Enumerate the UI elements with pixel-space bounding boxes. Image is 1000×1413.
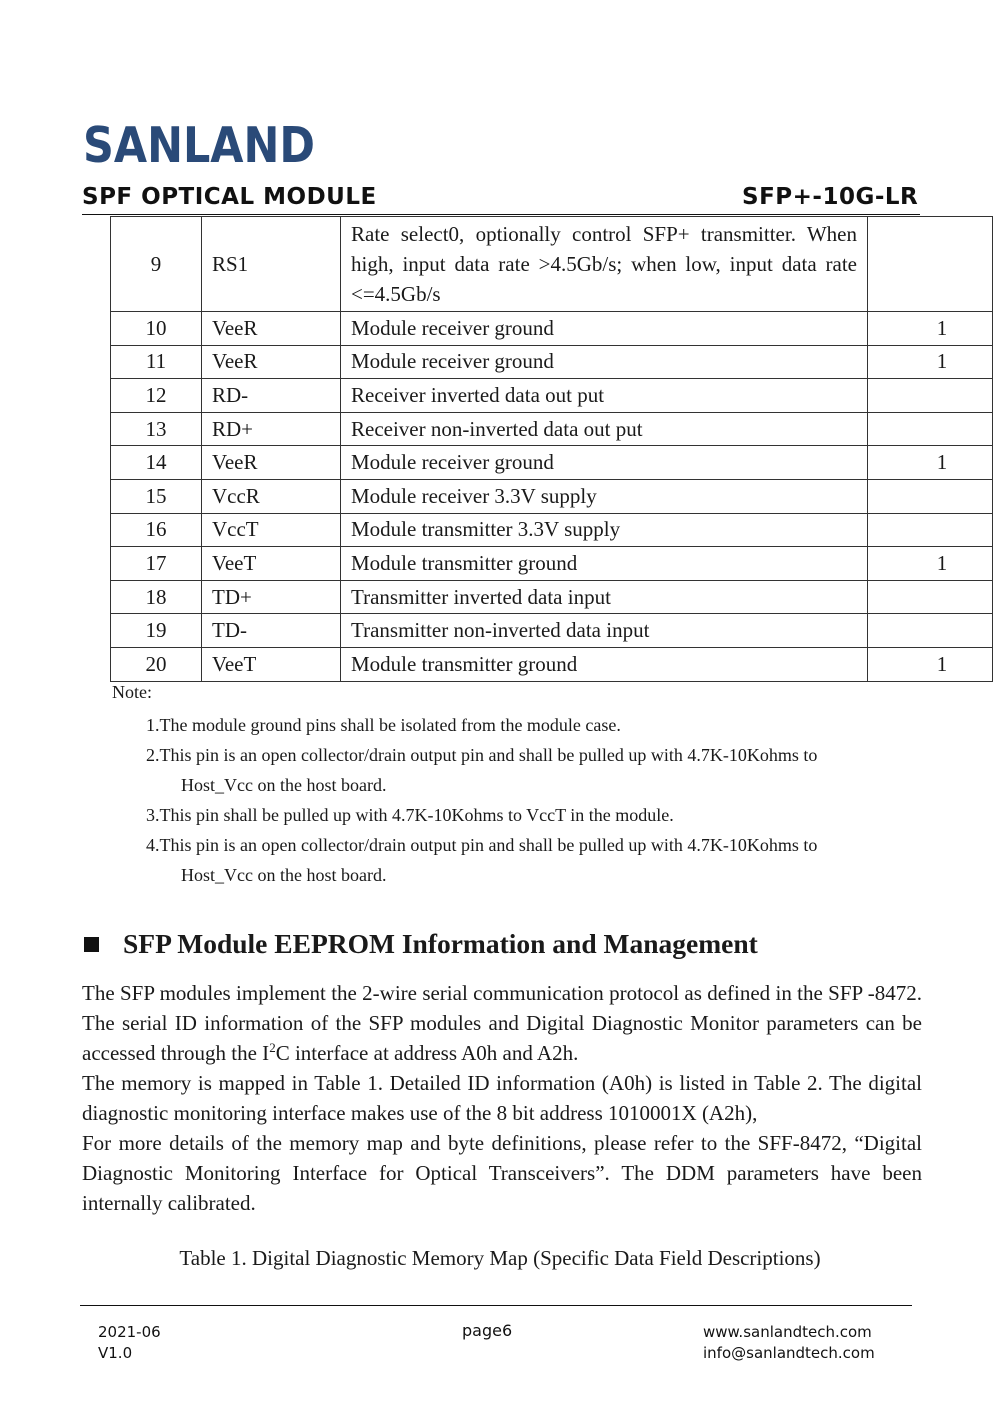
table-row (111, 217, 993, 312)
table-row (111, 513, 993, 547)
pin-description-cell: Module receiver ground (341, 446, 868, 480)
pin-description-cell: Transmitter inverted data input (341, 580, 868, 614)
note-continuation: Host_Vcc on the host board. (181, 775, 387, 795)
note-text: This pin is an open collector/drain output pin and shall be pulled up with 4.7K-10Kohms to (159, 835, 818, 855)
section-title: SFP Module EEPROM Information and Management (123, 928, 758, 959)
pin-name-cell: RD+ (202, 412, 341, 446)
pin-name-cell: VeeR (202, 312, 341, 346)
note-text: This pin shall be pulled up with 4.7K-10Kohms to VccT in the module. (159, 805, 674, 825)
notes-title: Note: (112, 682, 152, 702)
note-continuation: Host_Vcc on the host board. (181, 865, 387, 885)
pin-name-cell: RS1 (202, 217, 341, 312)
pin-number-cell: 12 (111, 379, 202, 413)
note-text: The module ground pins shall be isolated from the module case. (159, 715, 621, 735)
footer-right (703, 1322, 875, 1364)
footer-website: www.sanlandtech.com (703, 1323, 872, 1341)
pin-note-cell (868, 412, 993, 446)
superscript-2: 2 (269, 1040, 276, 1055)
table-row (111, 614, 993, 648)
table-row (111, 379, 993, 413)
section-body (82, 978, 922, 1218)
pin-number-cell: 14 (111, 446, 202, 480)
paragraph-more-details: For more details of the memory map and byte definitions, please refer to the SFF-8472, “Digital Diagnostic Monitoring Interface for Optical Transceivers”. The DDM parameters have been internally calibrated. (82, 1131, 922, 1215)
pin-note-ref: 1 (936, 550, 948, 575)
pin-note-cell (868, 580, 993, 614)
note-item (146, 800, 922, 830)
header-divider (82, 214, 920, 215)
pin-name-cell: VccR (202, 479, 341, 513)
pin-name-cell: VccT (202, 513, 341, 547)
footer-left (98, 1322, 161, 1364)
pin-note-cell (868, 379, 993, 413)
pin-note-cell (868, 614, 993, 648)
pin-table-body (111, 217, 993, 682)
pin-name-cell: VeeT (202, 547, 341, 581)
note-number: 2. (146, 745, 160, 765)
pin-note-cell (868, 513, 993, 547)
pin-description-cell: Module receiver 3.3V supply (341, 479, 868, 513)
note-item (146, 740, 922, 770)
header-model: SFP+-10G-LR (742, 184, 919, 210)
pin-description-cell: Receiver inverted data out put (341, 379, 868, 413)
pin-description-cell: Module transmitter ground (341, 647, 868, 681)
paragraph-protocol-text-b: C interface at address A0h and A2h. (275, 1041, 579, 1065)
pin-note-cell (868, 345, 993, 379)
table-row (111, 412, 993, 446)
pin-description-cell: Module receiver ground (341, 345, 868, 379)
pin-number-cell: 17 (111, 547, 202, 581)
note-item (146, 710, 922, 740)
pin-name-cell: TD- (202, 614, 341, 648)
table-row (111, 479, 993, 513)
pin-description-cell: Module transmitter 3.3V supply (341, 513, 868, 547)
pin-note-ref: 1 (936, 450, 948, 475)
footer-email: info@sanlandtech.com (703, 1344, 875, 1362)
pin-name-cell: TD+ (202, 580, 341, 614)
pin-number-cell: 19 (111, 614, 202, 648)
pin-description-cell: Rate select0, optionally control SFP+ transmitter. When high, input data rate >4.5Gb/s; when low, input data rate <=4.5Gb/s (341, 217, 868, 312)
pin-number-cell: 9 (111, 217, 202, 312)
table-row (111, 345, 993, 379)
pin-note-cell (868, 217, 993, 312)
pin-description-cell: Receiver non-inverted data out put (341, 412, 868, 446)
bullet-square-icon (84, 937, 99, 952)
pin-note-cell (868, 446, 993, 480)
note-text: This pin is an open collector/drain output pin and shall be pulled up with 4.7K-10Kohms to (159, 745, 818, 765)
pin-name-cell: VeeR (202, 446, 341, 480)
pin-number-cell: 20 (111, 647, 202, 681)
pin-description-cell: Transmitter non-inverted data input (341, 614, 868, 648)
pin-number-cell: 18 (111, 580, 202, 614)
pin-name-cell: RD- (202, 379, 341, 413)
pin-name-cell: VeeT (202, 647, 341, 681)
table-row (111, 312, 993, 346)
footer-divider (80, 1305, 912, 1306)
header-product-type: SPF OPTICAL MODULE (82, 184, 377, 210)
pin-description-cell: Module receiver ground (341, 312, 868, 346)
table-row (111, 580, 993, 614)
pin-number-cell: 13 (111, 412, 202, 446)
sanland-logo (83, 117, 315, 174)
pin-number-cell: 10 (111, 312, 202, 346)
pin-definition-table (110, 216, 993, 682)
pin-name-cell: VeeR (202, 345, 341, 379)
footer-version: V1.0 (98, 1344, 133, 1362)
note-item (146, 830, 922, 860)
paragraph-protocol (82, 978, 922, 1068)
pin-number-cell: 16 (111, 513, 202, 547)
pin-note-cell (868, 479, 993, 513)
table-caption: Table 1. Digital Diagnostic Memory Map (Specific Data Field Descriptions) (179, 1246, 821, 1270)
pin-description-cell: Module transmitter ground (341, 547, 868, 581)
table-row (111, 647, 993, 681)
note-number: 4. (146, 835, 160, 855)
pin-note-ref: 1 (936, 349, 948, 374)
paragraph-memory-map: The memory is mapped in Table 1. Detailed ID information (A0h) is listed in Table 2. The digital diagnostic monitoring interface makes use of the 8 bit address 1010001X (A2h), (82, 1071, 922, 1125)
section-heading (82, 928, 758, 960)
pin-note-cell (868, 547, 993, 581)
note-number: 3. (146, 805, 160, 825)
paragraph-protocol-text-a: The SFP modules implement the 2-wire serial communication protocol as defined in the SFP -8472. The serial ID information of the SFP modules and Digital Diagnostic Monitor parameters can be accessed through the I (82, 981, 922, 1065)
table-row (111, 446, 993, 480)
pin-note-ref: 1 (936, 651, 948, 676)
pin-note-ref: 1 (936, 315, 948, 340)
table-row (111, 547, 993, 581)
logo-text: SANLAND (83, 117, 315, 174)
pin-note-cell (868, 312, 993, 346)
pin-note-cell (868, 647, 993, 681)
footer-date: 2021-06 (98, 1323, 161, 1341)
note-number: 1. (146, 715, 160, 735)
pin-number-cell: 11 (111, 345, 202, 379)
pin-number-cell: 15 (111, 479, 202, 513)
notes-list (146, 710, 922, 890)
footer-page-number: page6 (462, 1321, 513, 1340)
